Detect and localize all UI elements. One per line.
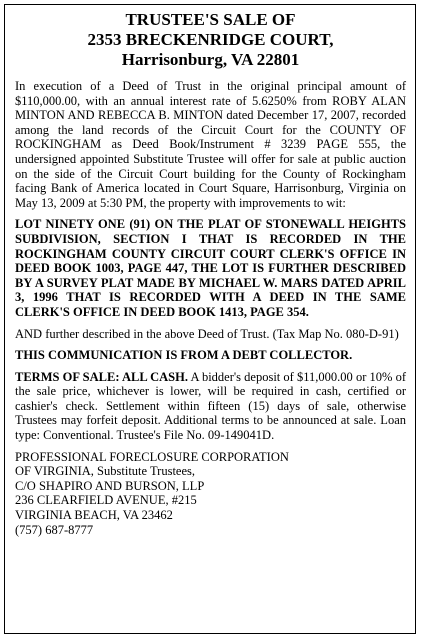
signature-block [15,450,406,538]
signature-line-3: C/O SHAPIRO AND BURSON, LLP [15,478,205,493]
notice-heading [15,10,406,70]
heading-line-1: TRUSTEE'S SALE OF [125,10,296,29]
heading-line-2: 2353 BRECKENRIDGE COURT, [87,30,334,49]
signature-line-1: PROFESSIONAL FORECLOSURE CORPORATION [15,449,289,464]
signature-line-2: OF VIRGINIA, Substitute Trustees, [15,464,195,479]
heading-line-3: Harrisonburg, VA 22801 [121,50,300,69]
terms-paragraph [15,370,406,443]
signature-line-6: (757) 687-8777 [15,522,94,537]
signature-line-4: 236 CLEARFIELD AVENUE, #215 [15,493,197,508]
legal-description-paragraph: LOT NINETY ONE (91) ON THE PLAT OF STONEWALL HEIGHTS SUBDIVISION, SECTION I THAT IS RECORDED IN THE ROCKINGHAM COUNTY CIRCUIT COURT CLERK'S OFFICE IN DEED BOOK 1003, PAGE 447, THE LOT IS FURTHER DESCRIBED BY A SURVEY PLAT MADE BY MICHAEL W. MARS DATED APRIL 3, 1996 THAT IS RECORDED WITH A DEED IN THE SAME CLERK'S OFFICE IN DEED BOOK 1413, PAGE 354. [15,217,406,319]
further-description-paragraph: AND further described in the above Deed of Trust. (Tax Map No. 080-D-91) [15,326,399,341]
intro-paragraph: In execution of a Deed of Trust in the original principal amount of $110,000.00, with an annual interest rate of 5.6250% from ROBY ALAN MINTON AND REBECCA B. MINTON dated December 17, 2007, recorded among the land records of the Circuit Court for the COUNTY OF ROCKINGHAM as Deed Book/Instrument # 3239 PAGE 555, the undersigned appointed Substitute Trustee will offer for sale at public auction on the side of the Circuit Court building for the County of Rockingham facing Bank of America located in Court Square, Harrisonburg, Virginia on May 13, 2009 at 5:30 PM, the property with improvements to wit: [15,79,406,210]
terms-label: TERMS OF SALE: ALL CASH. [15,369,188,384]
signature-line-5: VIRGINIA BEACH, VA 23462 [15,508,173,523]
legal-notice [4,4,416,634]
debt-collector-paragraph: THIS COMMUNICATION IS FROM A DEBT COLLECTOR. [15,348,353,363]
terms-text: A bidder's deposit of $11,000.00 or 10% of the sale price, whichever is lower, will be required in cash, certified or cashier's check. Settlement within fifteen (15) days of sale, otherwise Trustees may forfeit deposit. Additional terms to be announced at sale. Loan type: Conventional. Trustee's File No. 09-149041D. [15,369,406,443]
